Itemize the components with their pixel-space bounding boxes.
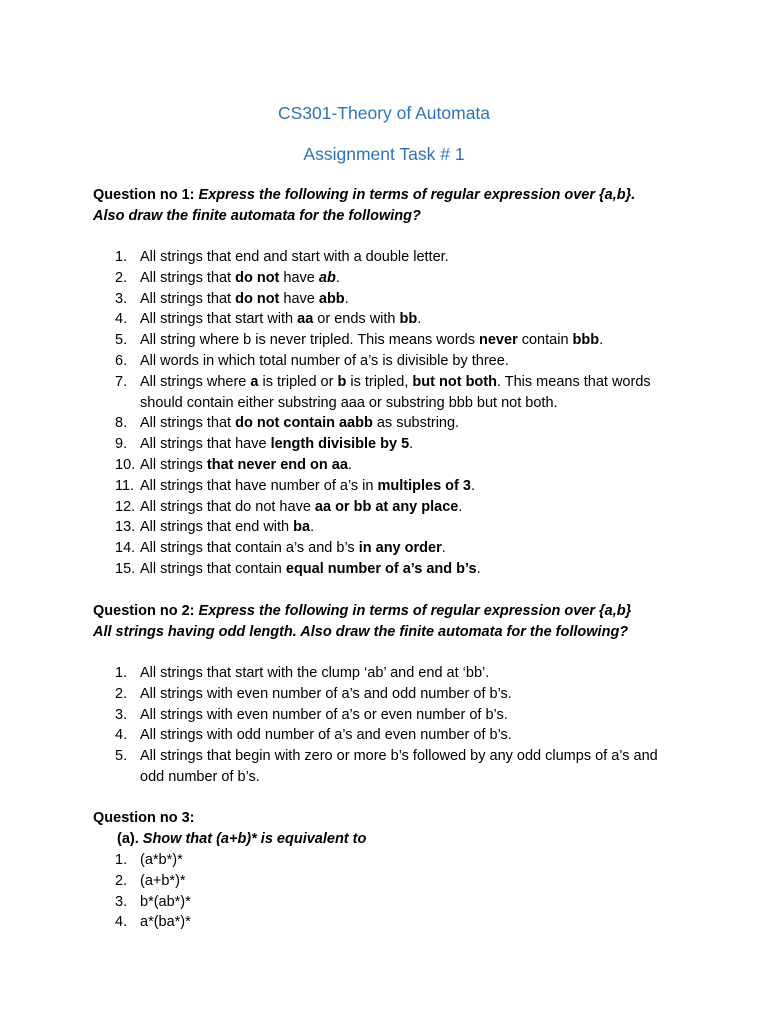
list-item xyxy=(115,309,685,330)
item-number: 12. xyxy=(115,498,136,515)
item-text: All strings that have number of a’s in multiples of 3. xyxy=(140,477,475,494)
list-item xyxy=(115,497,685,518)
question-2-heading xyxy=(93,601,653,643)
item-text: All strings where a is tripled or b is tripled, but not both. This means that words should contain either substring aaa or substring bbb but not both. xyxy=(140,373,651,411)
item-number: 13. xyxy=(115,519,136,536)
item-number: 7. xyxy=(115,373,128,390)
list-item xyxy=(115,247,685,268)
item-number: 9. xyxy=(115,436,128,453)
question-3a-label: (a). xyxy=(117,831,139,847)
item-text: All strings that contain equal number of a’s and b’s. xyxy=(140,560,481,577)
item-number: 3. xyxy=(115,706,128,723)
item-number: 3. xyxy=(115,290,128,307)
item-text: (a+b*)* xyxy=(140,872,186,889)
item-text: All strings that end with ba. xyxy=(140,519,315,536)
item-number: 3. xyxy=(115,893,128,910)
item-text: All strings that begin with zero or more b’s followed by any odd clumps of a’s and odd number of b’s. xyxy=(140,748,658,785)
item-text: (a*b*)* xyxy=(140,852,183,868)
item-text: All strings that have length divisible by 5. xyxy=(140,436,414,453)
list-item xyxy=(115,517,685,538)
item-text: All strings that start with the clump ‘ab’ and end at ‘bb’. xyxy=(140,665,490,681)
item-number: 4. xyxy=(115,727,128,744)
item-number: 11. xyxy=(115,477,135,494)
item-number: 5. xyxy=(115,332,128,349)
list-item xyxy=(115,725,685,746)
item-number: 1. xyxy=(115,249,128,265)
question-1-list xyxy=(115,247,685,580)
item-number: 4. xyxy=(115,914,128,931)
list-item xyxy=(115,746,685,788)
item-text: All strings that do not have ab. xyxy=(140,269,340,286)
item-text: All strings that do not have aa or bb at any place. xyxy=(140,498,463,515)
item-text: All string where b is never tripled. This means words never contain bbb. xyxy=(140,332,604,349)
item-text: All strings that end and start with a double letter. xyxy=(140,249,449,265)
item-text: All strings with even number of a’s and odd number of b’s. xyxy=(140,685,512,702)
list-item xyxy=(115,434,685,455)
item-number: 2. xyxy=(115,269,128,286)
item-number: 1. xyxy=(115,665,128,681)
item-number: 2. xyxy=(115,872,128,889)
list-item xyxy=(115,372,685,414)
list-item xyxy=(115,330,685,351)
item-text: All strings that never end on aa. xyxy=(140,456,352,473)
question-3a-text: Show that (a+b)* is equivalent to xyxy=(142,831,367,847)
question-1-label: Question no 1: xyxy=(93,187,195,203)
list-item xyxy=(115,684,685,705)
item-text: All words in which total number of a’s is divisible by three. xyxy=(140,352,509,369)
document-subtitle: Assignment Task # 1 xyxy=(303,144,465,164)
item-number: 10. xyxy=(115,456,136,473)
item-text: b*(ab*)* xyxy=(140,893,191,910)
list-item xyxy=(115,351,685,372)
question-3-label: Question no 3: xyxy=(93,810,195,826)
question-3a-heading xyxy=(117,829,366,850)
list-item xyxy=(115,871,685,892)
document-title: CS301-Theory of Automata xyxy=(277,103,491,123)
item-text: All strings that do not have abb. xyxy=(140,290,349,307)
list-item xyxy=(115,455,685,476)
item-number: 1. xyxy=(115,852,128,868)
item-text: a*(ba*)* xyxy=(140,914,191,931)
question-2-label: Question no 2: xyxy=(93,603,195,619)
item-number: 14. xyxy=(115,540,136,557)
item-text: All strings that contain a’s and b’s in any order. xyxy=(140,540,446,557)
item-number: 4. xyxy=(115,311,128,328)
list-item xyxy=(115,912,685,933)
question-3-heading xyxy=(93,808,653,829)
list-item xyxy=(115,892,685,913)
question-2-list xyxy=(115,663,685,788)
item-text: All strings that do not contain aabb as substring. xyxy=(140,415,460,432)
item-number: 2. xyxy=(115,685,128,702)
question-1-text: Express the following in terms of regular expression over {a,b}. Also draw the finite automata for the following? xyxy=(93,187,636,224)
list-item xyxy=(115,705,685,726)
list-item xyxy=(115,289,685,310)
item-number: 5. xyxy=(115,748,128,765)
item-number: 8. xyxy=(115,415,128,432)
item-text: All strings that start with aa or ends with bb. xyxy=(140,311,422,328)
list-item xyxy=(115,476,685,497)
item-number: 15. xyxy=(115,560,136,577)
question-2-text: Express the following in terms of regular expression over {a,b} All strings having odd length. Also draw the finite automata for the following? xyxy=(93,603,632,640)
list-item xyxy=(115,663,685,684)
item-text: All strings with even number of a’s or even number of b’s. xyxy=(140,706,508,723)
item-text: All strings with odd number of a’s and even number of b’s. xyxy=(140,727,512,744)
list-item xyxy=(115,559,685,580)
list-item xyxy=(115,538,685,559)
list-item xyxy=(115,268,685,289)
list-item xyxy=(115,413,685,434)
list-item xyxy=(115,850,685,871)
question-3-list xyxy=(115,850,685,933)
question-1-heading xyxy=(93,185,653,227)
item-number: 6. xyxy=(115,352,128,369)
